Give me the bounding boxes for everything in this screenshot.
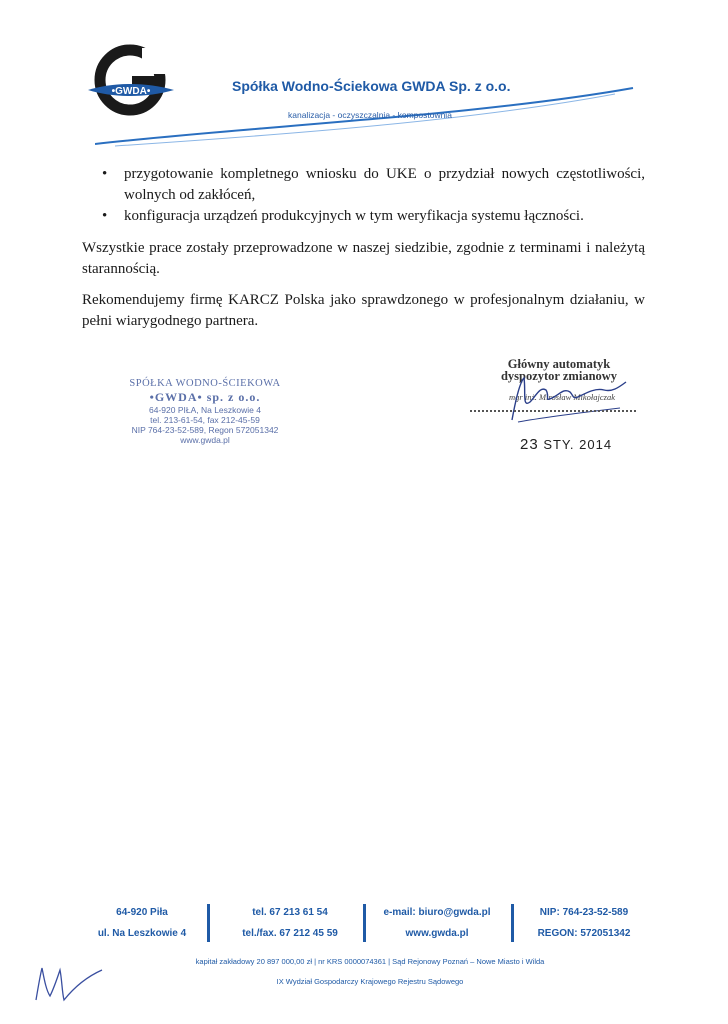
date-month-year: STY. 2014 [543, 437, 613, 452]
stamp-ids: NIP 764-23-52-589, Regon 572051342 [131, 425, 279, 435]
paragraph-recommendation: Rekomendujemy firmę KARCZ Polska jako sprawdzonego w profesjonalnym działaniu, w pełni wiarygodnego partnera. [82, 292, 645, 329]
footer-phone: tel. 67 213 61 54 [252, 907, 328, 918]
task-list [100, 164, 645, 227]
footer-divider [511, 904, 514, 942]
date-stamp [520, 436, 612, 453]
gwda-logo [84, 44, 176, 120]
company-tagline: kanalizacja - oczyszczalnia - kompostownia [288, 110, 452, 120]
company-name: Spółka Wodno-Ściekowa GWDA Sp. z o.o. [232, 78, 511, 94]
task-item: • konfiguracja urządzeń produkcyjnych w tym weryfikacja systemu łączności. [100, 206, 645, 227]
svg-text:•GWDA•: •GWDA• [111, 86, 151, 97]
footer-regon: REGON: 572051342 [537, 928, 631, 939]
stamp-address: 64-920 PIŁA, Na Leszkowie 4 [149, 405, 261, 415]
footer-street: ul. Na Leszkowie 4 [97, 928, 187, 939]
footer-divider [207, 904, 210, 942]
stamp-phones: tel. 213-61-54, fax 212-45-59 [150, 415, 260, 425]
footer-fax: tel./fax. 67 212 45 59 [242, 928, 338, 939]
signature-title-line1: Główny automatyk [507, 357, 611, 371]
date-day: 23 [520, 436, 539, 453]
footer-city: 64-920 Piła [116, 907, 168, 918]
signature-title-line2: dyspozytor zmianowy [500, 369, 618, 383]
footer-legal-line1: kapitał zakładowy 20 897 000,00 zł | nr KRS 0000074361 | Sąd Rejonowy Poznań – Nowe Miasto i Wilda [195, 957, 545, 966]
paragraph-work-done: Wszystkie prace zostały przeprowadzone w naszej siedzibie, zgodnie z terminami i należytą starannością. [82, 240, 645, 277]
company-stamp [112, 378, 298, 445]
footer-nip: NIP: 764-23-52-589 [539, 907, 629, 918]
footer-legal-line2: IX Wydział Gospodarczy Krajowego Rejestru Sądowego [276, 977, 464, 986]
footer-email: e-mail: biuro@gwda.pl [383, 907, 491, 918]
signature-dotted-line [470, 410, 636, 412]
stamp-gwda-line: •GWDA• sp. z o.o. [149, 390, 261, 404]
task-item: • przygotowanie kompletnego wniosku do UKE o przydział nowych częstotliwości, wolnych od zakłóceń, [100, 164, 645, 206]
stamp-web: www.gwda.pl [180, 435, 230, 445]
stamp-company-line: SPÓŁKA WODNO-ŚCIEKOWA [129, 378, 281, 389]
footer-divider [363, 904, 366, 942]
footer-website: www.gwda.pl [405, 928, 469, 939]
signature-name: mgr inż. Mirosław Mikołajczak [509, 392, 615, 402]
handwritten-signature-icon [500, 368, 630, 430]
handwritten-initials-icon [28, 960, 108, 1008]
